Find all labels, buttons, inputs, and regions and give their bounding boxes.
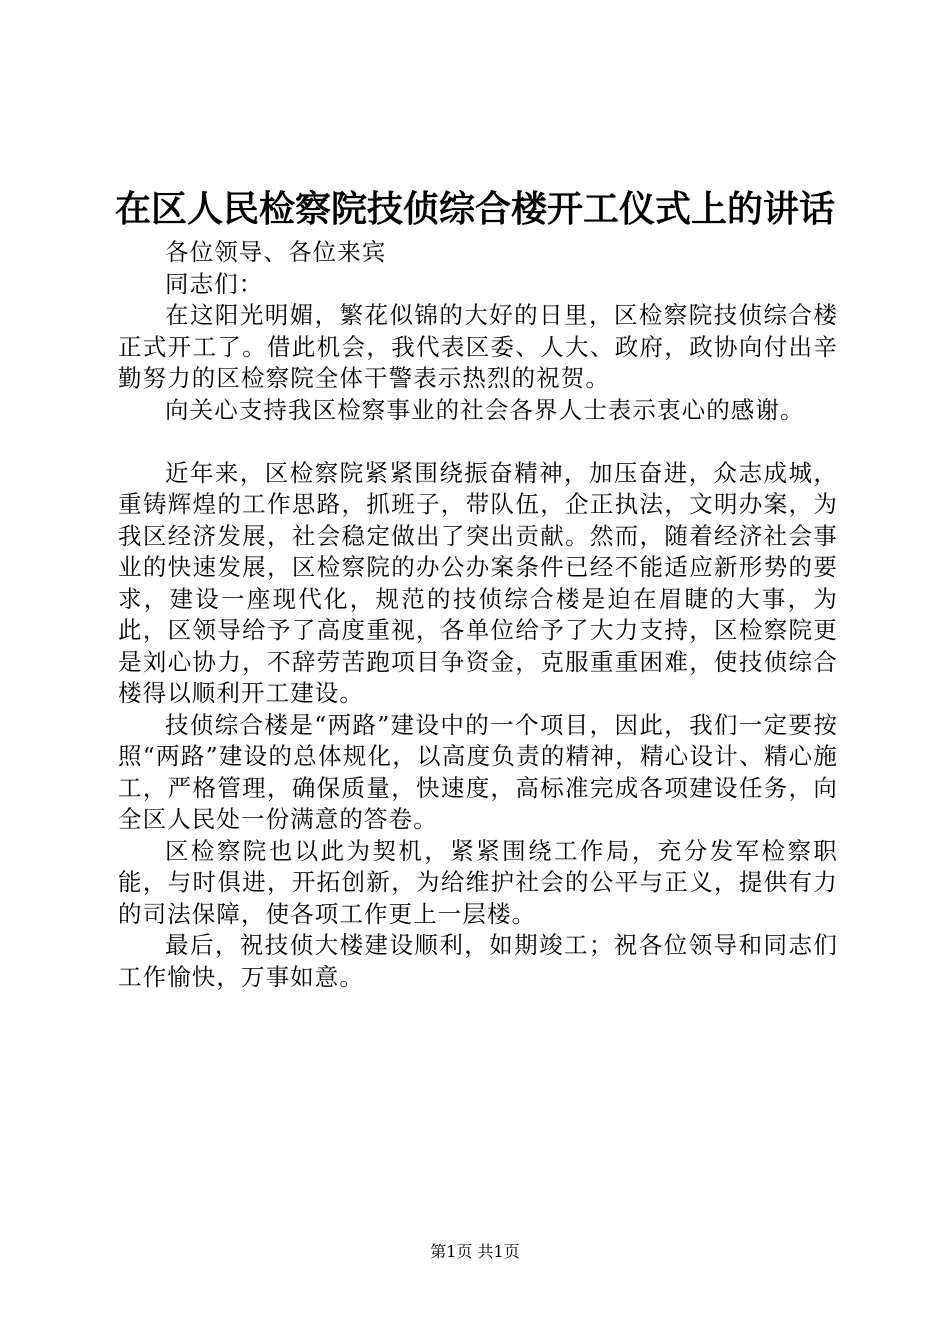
document-title: 在区人民检察院技侦综合楼开工仪式上的讲话 <box>114 188 835 230</box>
body-paragraph: 技侦综合楼是“两路”建设中的一个项目，因此，我们一定要按照“两路”建设的总体规化，以高度负责的精神，精心设计、精心施工，严格管理，确保质量，快速度，高标准完成各项建设任务，向全区人民处一份满意的答卷。 <box>118 710 838 833</box>
blank-line <box>118 426 838 458</box>
salutation-line: 各位领导、各位来宾 <box>165 238 387 266</box>
body-paragraph: 区检察院也以此为契机，紧紧围绕工作局，充分发军检察职能，与时俱进，开拓创新，为给维护社会的公平与正义，提供有力的司法保障，使各项工作更上一层楼。 <box>118 836 838 928</box>
salutation-line: 同志们： <box>165 269 264 298</box>
page-number-footer: 第1页 共1页 <box>430 1242 520 1261</box>
body-paragraph: 向关心支持我区检察事业的社会各界人士表示衷心的感谢。 <box>165 395 805 424</box>
closing-paragraph: 最后，祝技侦大楼建设顺利，如期竣工；祝各位领导和同志们工作愉快，万事如意。 <box>118 931 838 991</box>
body-paragraph: 在这阳光明媚，繁花似锦的大好的日里，区检察院技侦综合楼正式开工了。借此机会，我代表区委、人大、政府，政协向付出辛勤努力的区检察院全体干警表示热烈的祝贺。 <box>118 301 838 392</box>
document-body <box>118 237 838 993</box>
body-paragraph: 近年来，区检察院紧紧围绕振奋精神，加压奋进，众志成城，重铸辉煌的工作思路，抓班子，带队伍，企正执法，文明办案，为我区经济发展，社会稳定做出了突出贡献。然而，随着经济社会事业的快速发展，区检察院的办公办案条件已经不能适应新形势的要求，建设一座现代化，规范的技侦综合楼是迫在眉睫的大事，为此，区领导给予了高度重视，各单位给予了大力支持，区检察院更是刘心协力，不辞劳苦跑项目争资金，克服重重困难，使技侦综合楼得以顺利开工建设。 <box>118 458 838 707</box>
